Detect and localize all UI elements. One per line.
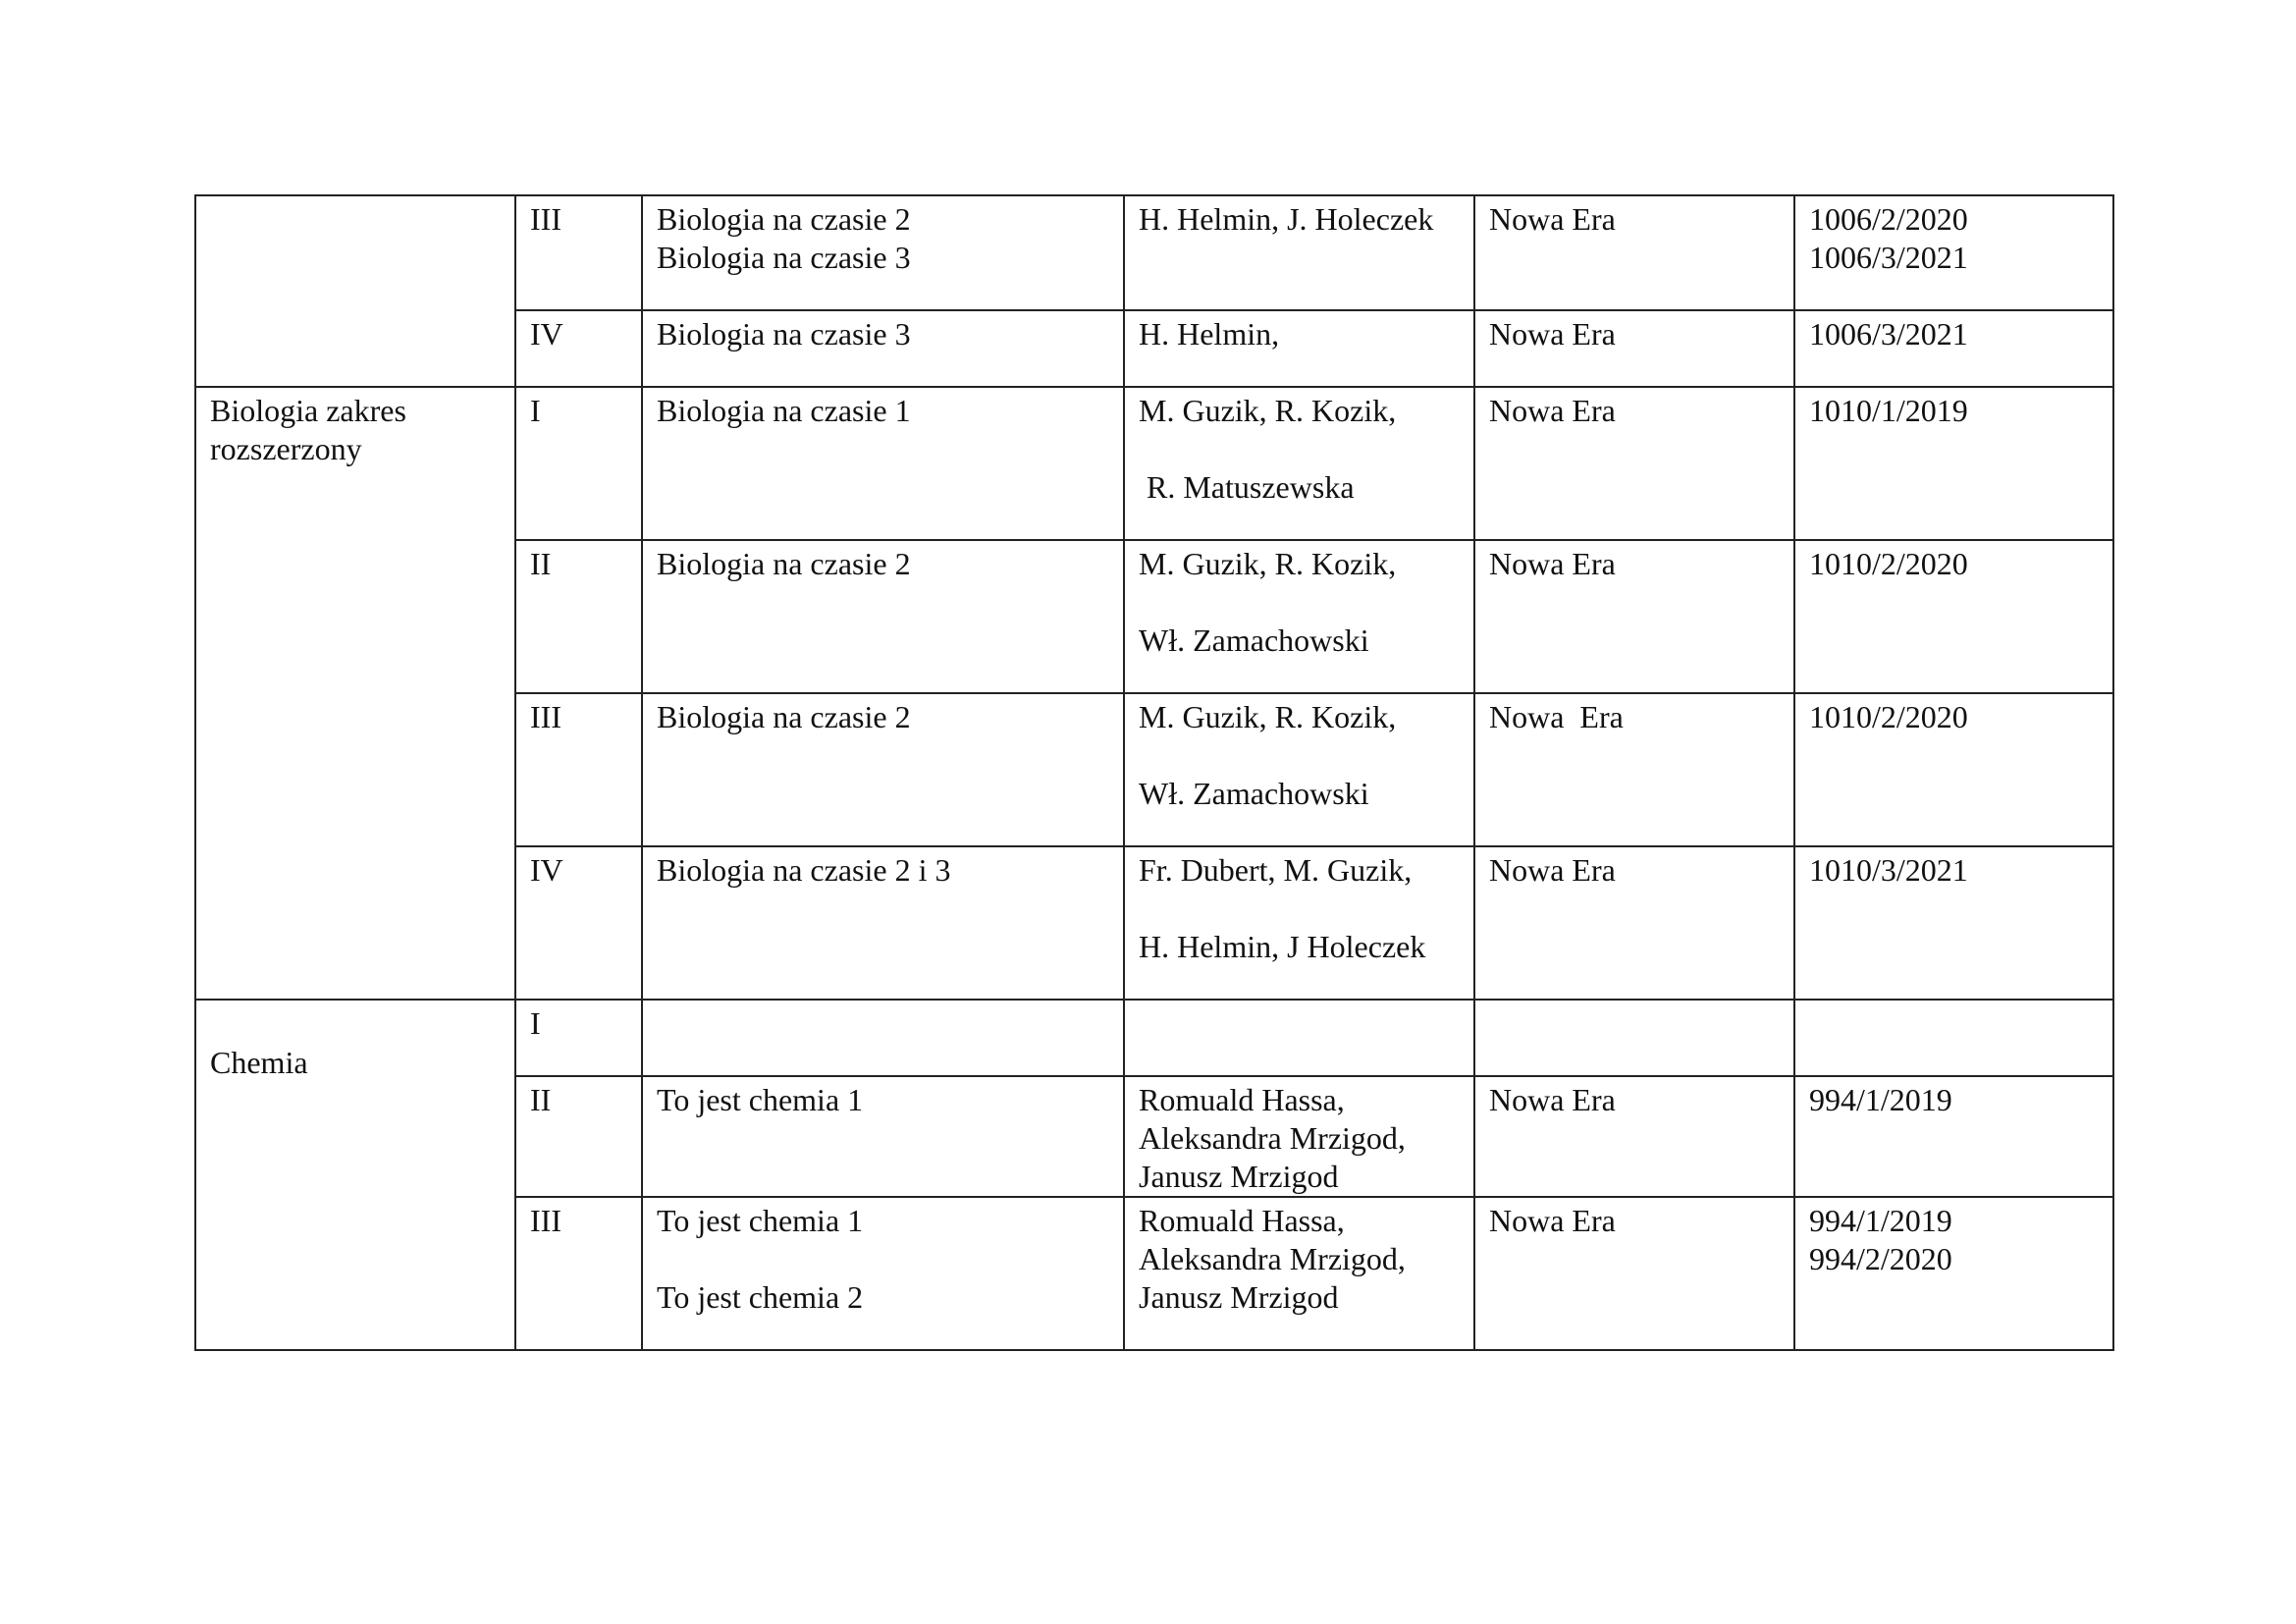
title-cell: Biologia na czasie 2 — [642, 693, 1124, 846]
title-cell: Biologia na czasie 2 Biologia na czasie 3 — [642, 195, 1124, 310]
publisher-cell: Nowa Era — [1474, 195, 1794, 310]
class-cell: III — [515, 195, 642, 310]
authors-cell: M. Guzik, R. Kozik, R. Matuszewska — [1124, 387, 1474, 540]
publisher-cell: Nowa Era — [1474, 846, 1794, 1000]
textbook-table — [194, 194, 2114, 1351]
subject-cell: Chemia — [195, 1000, 515, 1350]
approval-number-cell: 1006/2/2020 1006/3/2021 — [1794, 195, 2113, 310]
approval-number-cell: 1010/3/2021 — [1794, 846, 2113, 1000]
class-cell: III — [515, 693, 642, 846]
approval-number-cell: 994/1/2019 — [1794, 1076, 2113, 1197]
authors-cell: M. Guzik, R. Kozik, Wł. Zamachowski — [1124, 693, 1474, 846]
approval-number-cell — [1794, 1000, 2113, 1076]
authors-cell — [1124, 1000, 1474, 1076]
publisher-cell: Nowa Era — [1474, 387, 1794, 540]
authors-cell: M. Guzik, R. Kozik, Wł. Zamachowski — [1124, 540, 1474, 693]
authors-cell: H. Helmin, — [1124, 310, 1474, 387]
publisher-cell: Nowa Era — [1474, 310, 1794, 387]
class-cell: I — [515, 387, 642, 540]
table-row — [195, 195, 2113, 310]
publisher-cell: Nowa Era — [1474, 1197, 1794, 1350]
approval-number-cell: 1010/1/2019 — [1794, 387, 2113, 540]
class-cell: II — [515, 540, 642, 693]
class-cell: IV — [515, 846, 642, 1000]
authors-cell: Fr. Dubert, M. Guzik, H. Helmin, J Holeczek — [1124, 846, 1474, 1000]
authors-cell: H. Helmin, J. Holeczek — [1124, 195, 1474, 310]
subject-cell: Biologia zakres rozszerzony — [195, 387, 515, 1000]
approval-number-cell: 1006/3/2021 — [1794, 310, 2113, 387]
publisher-cell: Nowa Era — [1474, 693, 1794, 846]
class-cell: IV — [515, 310, 642, 387]
authors-cell: Romuald Hassa, Aleksandra Mrzigod, Janusz Mrzigod — [1124, 1197, 1474, 1350]
publisher-cell: Nowa Era — [1474, 1076, 1794, 1197]
subject-cell — [195, 195, 515, 387]
authors-cell: Romuald Hassa, Aleksandra Mrzigod, Janusz Mrzigod — [1124, 1076, 1474, 1197]
title-cell: Biologia na czasie 2 — [642, 540, 1124, 693]
title-cell: To jest chemia 1 — [642, 1076, 1124, 1197]
table-row — [195, 1000, 2113, 1076]
title-cell: To jest chemia 1 To jest chemia 2 — [642, 1197, 1124, 1350]
approval-number-cell: 1010/2/2020 — [1794, 540, 2113, 693]
title-cell — [642, 1000, 1124, 1076]
publisher-cell: Nowa Era — [1474, 540, 1794, 693]
approval-number-cell: 1010/2/2020 — [1794, 693, 2113, 846]
title-cell: Biologia na czasie 2 i 3 — [642, 846, 1124, 1000]
class-cell: I — [515, 1000, 642, 1076]
title-cell: Biologia na czasie 3 — [642, 310, 1124, 387]
publisher-cell — [1474, 1000, 1794, 1076]
title-cell: Biologia na czasie 1 — [642, 387, 1124, 540]
table-row — [195, 387, 2113, 540]
class-cell: II — [515, 1076, 642, 1197]
approval-number-cell: 994/1/2019 994/2/2020 — [1794, 1197, 2113, 1350]
class-cell: III — [515, 1197, 642, 1350]
